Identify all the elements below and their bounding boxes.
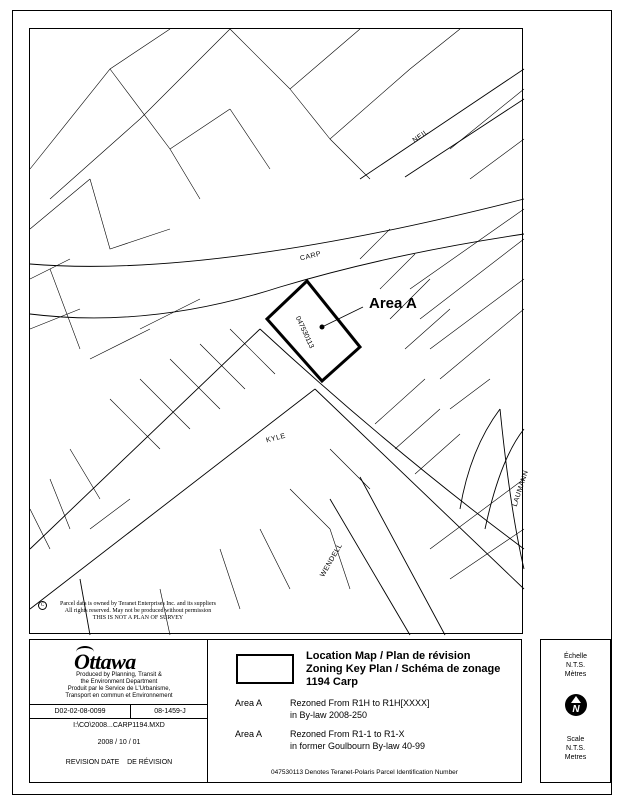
revision-date: 2008 / 10 / 01: [97, 739, 141, 746]
copyright-line-1: Parcel data is owned by Teranet Enterprises Inc. and its suppliers: [60, 601, 216, 607]
copyright-line-3: THIS IS NOT A PLAN OF SURVEY: [92, 615, 184, 621]
title-location-map: Location Map / Plan de révision: [306, 650, 471, 662]
nts-fr: N.T.S.: [565, 662, 586, 669]
copyright-line-2: All rights reserved. May not be produced without permission: [64, 608, 212, 614]
area-1-line-2: in By-law 2008-250: [290, 710, 368, 720]
file-number: D02-02-08-0099: [54, 708, 106, 715]
ottawa-logo: Ottawa: [74, 649, 136, 674]
revision-label-fr: DE RÉVISION: [127, 759, 173, 766]
area-2-line-2: in former Goulbourn By-law 40-99: [290, 741, 426, 751]
area-2-label: Area A: [235, 729, 263, 739]
producer-panel: [30, 640, 208, 782]
area-a-parcel: [267, 281, 360, 381]
title-zoning-key-plan: Zoning Key Plan / Schéma de zonage: [306, 663, 501, 675]
title-address: 1194 Carp: [306, 676, 358, 688]
parcel-id-label: 047530113: [293, 315, 315, 350]
area-2-line-1: Rezoned From R1-1 to R1-X: [290, 729, 405, 739]
north-letter: N: [572, 704, 580, 715]
metres-en: Metres: [564, 754, 587, 761]
north-arrow-icon: [565, 694, 587, 716]
scale-label: Scale: [566, 736, 585, 743]
area-key-symbol: [236, 654, 294, 684]
area-a-label: Area A: [369, 295, 417, 312]
produced-fr-1: Produit par le Service de L'Urbanisme,: [67, 686, 171, 692]
nts-en: N.T.S.: [565, 745, 586, 752]
plan-number: 08-1459-J: [130, 705, 209, 719]
mxd-path: I:\CO\2008...CARP1194.MXD: [30, 718, 208, 733]
legend-block: [29, 639, 522, 783]
copyright-notice: [38, 601, 238, 622]
area-1-label: Area A: [235, 698, 263, 708]
file-number-row: [30, 704, 208, 719]
zoning-panel: [208, 640, 521, 782]
area-1-line-1: Rezoned From R1H to R1H[XXXX]: [290, 698, 430, 708]
produced-fr-2: Transport en commun et Environnement: [65, 693, 173, 699]
metres-fr: Mètres: [564, 671, 587, 678]
produced-en-1: Produced by Planning, Transit &: [76, 672, 162, 678]
produced-en-2: the Environment Department: [80, 679, 158, 685]
road-label-neil: NEIL: [411, 128, 430, 145]
road-label-carp: CARP: [299, 250, 322, 263]
road-label-wendell: WENDELL: [319, 542, 345, 579]
scale-en-block: [541, 735, 610, 762]
map-drawing: [30, 29, 524, 635]
revision-label-en: REVISION DATE: [65, 759, 120, 766]
road-label-laumann: LAUMANN: [511, 469, 531, 508]
revision-label: [30, 756, 208, 770]
copyright-icon: C: [38, 601, 47, 610]
parcel-id-footnote: 047530113 Denotes Teranet-Polaris Parcel Identification Number: [271, 769, 458, 776]
echelle-label: Échelle: [564, 653, 587, 660]
scale-panel: [540, 639, 611, 783]
location-map: [29, 28, 531, 634]
road-label-kyle: KYLE: [265, 432, 287, 445]
